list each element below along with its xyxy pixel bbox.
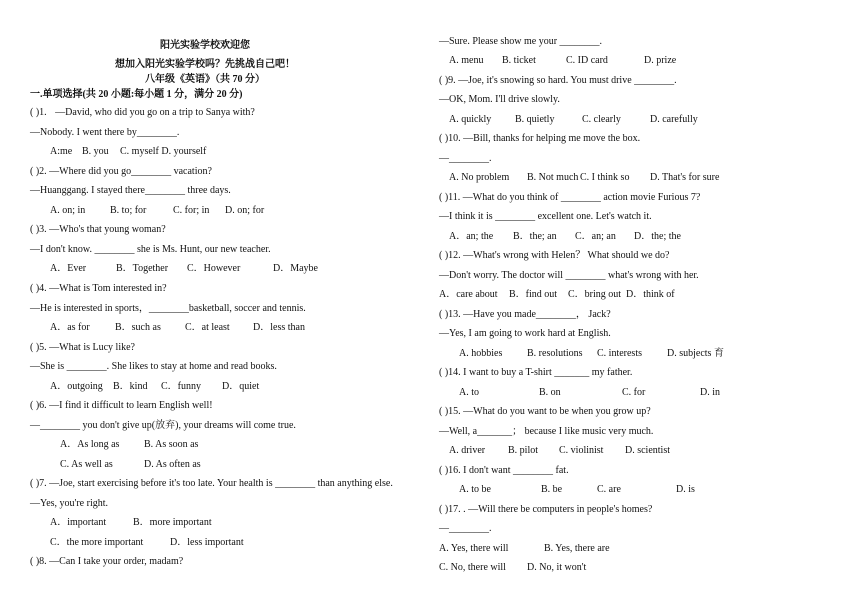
question-number: ( )17.: [439, 504, 461, 515]
option-d: D．the; the: [634, 231, 681, 242]
option-b: B. on: [539, 387, 561, 398]
question-9: [439, 75, 677, 87]
question-12-options: [439, 289, 675, 301]
question-1-options: [50, 146, 206, 158]
question-5-options: [50, 381, 259, 393]
question-stem: —Can I take your order, madam?: [49, 556, 184, 567]
question-stem: —Joe, start exercising before it's too late. Your health is ________ than anything else.: [49, 478, 393, 489]
question-16-options: [459, 484, 695, 496]
option-c: C. As well as: [60, 459, 113, 470]
question-17: [439, 504, 652, 516]
question-number: ( )16.: [439, 465, 461, 476]
question-stem: —Who's that young woman?: [49, 224, 166, 235]
option-a: A．important: [50, 517, 107, 528]
option-b: B. pilot: [508, 445, 539, 456]
option-a: A. No problem: [449, 172, 510, 183]
option-b: B. Not much: [527, 172, 579, 183]
question-6-options-row2: [60, 459, 201, 471]
question-number: ( )13.: [439, 309, 461, 320]
option-a: A. driver: [449, 445, 486, 456]
option-b: B. resolutions: [527, 348, 583, 359]
option-d: D．less than: [253, 322, 305, 333]
question-14: [439, 367, 632, 379]
option-b: B. ticket: [502, 55, 536, 66]
question-number: ( )4.: [30, 283, 47, 294]
exam-subtitle: 想加入阳光实验学校吗？先挑战自己吧！: [115, 59, 295, 70]
exam-heading: 八年级《英语》（共 70 分）: [145, 74, 265, 85]
option-b: B. quietly: [515, 114, 555, 125]
question-number: ( )2.: [30, 166, 47, 177]
option-b: B. be: [541, 484, 563, 495]
option-a: A．an; the: [449, 231, 494, 242]
question-8: [30, 556, 183, 568]
option-d: D. No, it won't: [527, 562, 587, 573]
option-c: C. for; in: [173, 205, 210, 216]
question-stem: —What's wrong with Helen？ What should we do?: [463, 250, 670, 261]
section-heading: 一.单项选择(共 20 小题:每小题 1 分，满分 20 分): [30, 89, 243, 100]
question-stem: —What do you want to be when you grow up?: [463, 406, 651, 417]
question-stem: —What is Tom interested in?: [49, 283, 167, 294]
option-c: C. I think so: [580, 172, 630, 183]
option-d: D. prize: [644, 55, 677, 66]
question-stem: —Bill, thanks for helping me move the box.: [463, 133, 641, 144]
option-d: D. subjects 育: [667, 348, 724, 359]
question-15-reply: —Well, a_______； because I like music very much.: [439, 426, 654, 437]
question-stem: —What do you think of ________ action movie Furious 7?: [462, 192, 701, 203]
question-number: ( )9.: [439, 75, 456, 86]
question-3-options: [50, 263, 318, 275]
question-2-options: [50, 205, 264, 217]
option-a: A. menu: [449, 55, 484, 66]
question-stem: —I find it difficult to learn English well!: [49, 400, 213, 411]
question-4-options: [50, 322, 305, 334]
question-number: ( )6.: [30, 400, 47, 411]
question-13-reply: —Yes, I am going to work hard at English.: [439, 328, 611, 339]
question-1-reply: —Nobody. I went there by________.: [30, 127, 180, 138]
question-2-reply: —Huanggang. I stayed there________ three days.: [30, 185, 231, 196]
option-d: D. in: [700, 387, 720, 398]
question-17-reply: —________.: [439, 523, 492, 534]
question-11-options: [449, 231, 681, 243]
school-title: 阳光实验学校欢迎您: [160, 40, 250, 51]
option-b: B．more important: [133, 517, 212, 528]
option-a: A．As long as: [60, 439, 120, 450]
option-c: C．However: [187, 263, 241, 274]
question-stem: —Where did you go________ vacation?: [49, 166, 212, 177]
question-12: [439, 250, 669, 262]
question-6: [30, 400, 213, 412]
option-b: B. As soon as: [144, 439, 199, 450]
option-b: B．such as: [115, 322, 161, 333]
question-16: [439, 465, 569, 477]
question-11: [439, 192, 700, 204]
option-a: A．as for: [50, 322, 90, 333]
option-a: A．care about: [439, 289, 498, 300]
option-d: D．less important: [170, 537, 244, 548]
question-5: [30, 342, 135, 354]
question-17-options-row2: [439, 562, 586, 574]
option-c: C. clearly: [582, 114, 621, 125]
question-10-reply: —________.: [439, 153, 492, 164]
option-b: B. you: [82, 146, 109, 157]
question-8-options: [449, 55, 676, 67]
question-stem: . —Will there be computers in people's homes?: [463, 504, 653, 515]
question-1: [30, 107, 255, 119]
question-9-options: [449, 114, 698, 126]
question-stem: —Joe, it's snowing so hard. You must drive ________.: [458, 75, 677, 86]
option-d: D. carefully: [650, 114, 698, 125]
option-c: C. interests: [597, 348, 642, 359]
option-d: D. As often as: [144, 459, 201, 470]
question-number: ( )11.: [439, 192, 461, 203]
question-4: [30, 283, 167, 295]
option-c: C．bring out: [568, 289, 622, 300]
question-4-reply: —He is interested in sports，________basketball, soccer and tennis.: [30, 303, 306, 314]
option-b: B. Yes, there are: [544, 543, 610, 554]
option-a: A. on; in: [50, 205, 86, 216]
question-number: ( )1.: [30, 107, 47, 118]
option-c: C. violinist: [559, 445, 604, 456]
right-column: [430, 0, 840, 606]
option-d: D．Maybe: [273, 263, 318, 274]
option-c: C．funny: [161, 381, 201, 392]
question-8-reply: —Sure. Please show me your ________.: [439, 36, 603, 47]
question-number: ( )8.: [30, 556, 47, 567]
question-7: [30, 478, 393, 490]
question-7-reply: —Yes, you're right.: [30, 498, 109, 509]
option-c: C. are: [597, 484, 621, 495]
option-c: C．at least: [185, 322, 230, 333]
option-b: B．the; an: [513, 231, 557, 242]
question-14-options: [459, 387, 720, 399]
question-number: ( )10.: [439, 133, 461, 144]
option-b: B．find out: [509, 289, 558, 300]
question-13-options: [459, 348, 724, 360]
option-a: A. to be: [459, 484, 491, 495]
question-2: [30, 166, 212, 178]
question-stem: —What is Lucy like?: [49, 342, 135, 353]
question-number: ( )3.: [30, 224, 47, 235]
option-b: B. to; for: [110, 205, 147, 216]
question-number: ( )14.: [439, 367, 461, 378]
question-3-reply: —I don't know. ________ she is Ms. Hunt, our new teacher.: [30, 244, 271, 255]
option-c: C. ID card: [566, 55, 608, 66]
option-d: D．think of: [626, 289, 675, 300]
question-5-reply: —She is ________. She likes to stay at home and read books.: [30, 361, 277, 372]
option-a: A. quickly: [449, 114, 492, 125]
option-a: A. to: [459, 387, 479, 398]
question-number: ( )7.: [30, 478, 47, 489]
question-17-options-row1: [439, 543, 610, 555]
option-c: C. for: [622, 387, 646, 398]
option-d: D. scientist: [625, 445, 670, 456]
option-c: C．an; an: [575, 231, 616, 242]
option-b: B．Together: [116, 263, 169, 274]
question-number: ( )12.: [439, 250, 461, 261]
option-d: D. That's for sure: [650, 172, 720, 183]
question-9-reply: —OK, Mom. I'll drive slowly.: [439, 94, 560, 105]
option-d: D. is: [676, 484, 695, 495]
question-12-reply: —Don't worry. The doctor will ________ what's wrong with her.: [439, 270, 699, 281]
question-10-options: [449, 172, 719, 184]
question-15-options: [449, 445, 670, 457]
question-6-reply: —________ you don't give up(放弃), your dreams will come true.: [30, 420, 296, 431]
question-3: [30, 224, 166, 236]
left-column: [0, 0, 410, 606]
question-stem: I want to buy a T-shirt _______ my father.: [463, 367, 633, 378]
option-a: A:me: [50, 146, 73, 157]
question-stem: —Have you made________， Jack?: [463, 309, 611, 320]
option-a: A. hobbies: [459, 348, 503, 359]
option-d: D. on; for: [225, 205, 265, 216]
option-a: A．Ever: [50, 263, 87, 274]
question-11-reply: —I think it is ________ excellent one. Let's watch it.: [439, 211, 652, 222]
question-number: ( )15.: [439, 406, 461, 417]
option-c: C. No, there will: [439, 562, 506, 573]
option-a: A．outgoing: [50, 381, 103, 392]
question-stem: —David, who did you go on a trip to Sanya with?: [55, 107, 255, 118]
question-15: [439, 406, 651, 418]
question-7-options-row2: [50, 537, 244, 549]
question-10: [439, 133, 640, 145]
question-stem: I don't want ________ fat.: [463, 465, 569, 476]
question-7-options-row1: [50, 517, 212, 529]
question-13: [439, 309, 611, 321]
question-number: ( )5.: [30, 342, 47, 353]
option-d: D．quiet: [222, 381, 260, 392]
question-6-options-row1: [60, 439, 198, 451]
option-cd: C. myself D. yourself: [120, 146, 207, 157]
option-b: B．kind: [113, 381, 148, 392]
option-c: C．the more important: [50, 537, 144, 548]
option-a: A. Yes, there will: [439, 543, 509, 554]
